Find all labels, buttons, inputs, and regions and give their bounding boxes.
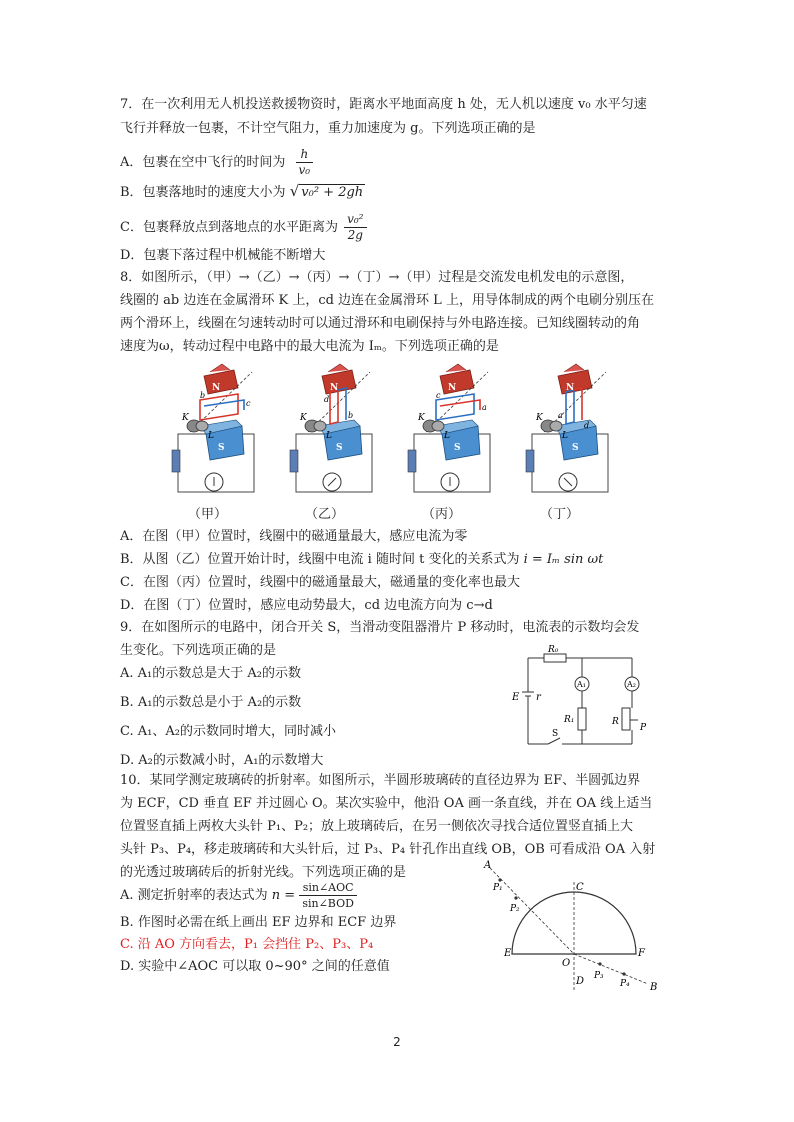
generator-figures — [160, 362, 630, 502]
page-number: 2 — [393, 1035, 401, 1049]
refraction-diagram — [476, 856, 666, 992]
fig4-label-l: L — [562, 431, 568, 441]
fig2-label-s: S — [336, 443, 343, 453]
fig1-label-l: L — [208, 431, 214, 441]
q10-a-lhs: n = — [271, 888, 296, 903]
label-c: C — [576, 882, 584, 893]
label-r0: R₀ — [548, 645, 559, 655]
fig3-label-l: L — [444, 431, 450, 441]
label-d: D — [576, 976, 585, 987]
q10-stem-line5: 的光透过玻璃砖后的折射光线。下列选项正确的是 — [120, 865, 407, 880]
q8-option-b-text: B．从图（乙）位置开始计时，线圈中电流 i 随时间 t 变化的关系式为 — [120, 552, 520, 567]
label-p3: P₃ — [594, 971, 604, 981]
q8-stem-line2: 线圈的 ab 边连在金属滑环 K 上，cd 边连在金属滑环 L 上，用导体制成的两个电刷分别压在 — [120, 293, 654, 308]
q7-stem-line1: 7．在一次利用无人机投送救援物资时，距离水平地面高度 h 处，无人机以速度 v₀ 水平匀速 — [120, 97, 647, 112]
q8-option-c: C．在图（丙）位置时，线圈中的磁通量最大，磁通量的变化率也最大 — [120, 575, 520, 590]
fig1-label-k: K — [182, 413, 189, 423]
label-r1: R₁ — [564, 715, 575, 725]
label-p: P — [640, 723, 647, 733]
fig4-label-d: d — [584, 421, 590, 430]
label-e: E — [504, 948, 512, 959]
caption-bing: （丙） — [422, 507, 462, 522]
q9-stem-line2: 生变化。下列选项正确的是 — [120, 643, 277, 658]
q10-a-numerator: sin∠AOC — [299, 880, 357, 896]
label-e: E — [512, 692, 520, 703]
fig2-label-n: N — [330, 383, 339, 393]
q7-option-d: D．包裹下落过程中机械能不断增大 — [120, 248, 326, 263]
q7-c-denominator: 2g — [347, 228, 363, 242]
q9-option-d: D. A₂的示数减小时，A₁的示数增大 — [120, 753, 324, 768]
q7-option-c-text: C．包裹释放点到落地点的水平距离为 — [120, 220, 338, 235]
fig3-label-s: S — [454, 443, 461, 453]
q10-a-fraction — [299, 880, 357, 911]
label-o: O — [562, 958, 571, 969]
label-p2: P₂ — [510, 904, 520, 914]
q10-option-a — [120, 880, 357, 911]
q7-c-numerator: v₀² — [344, 212, 366, 228]
fig3-label-c: c — [436, 391, 441, 400]
fig3-label-k: K — [418, 413, 425, 423]
q7-option-c — [120, 212, 367, 243]
q7-option-a-text: A．包裹在空中飞行的时间为 — [120, 155, 286, 170]
label-f: F — [638, 948, 645, 959]
caption-jia: （甲） — [188, 507, 228, 522]
q8-stem-line3: 两个滑环上，线圈在匀速转动时可以通过滑环和电刷保持与外电路连接。已知线圈转动的角 — [120, 316, 641, 331]
label-r: r — [536, 692, 541, 703]
q10-option-a-text: A. 测定折射率的表达式为 — [120, 888, 268, 903]
q10-option-b: B. 作图时必需在纸上画出 EF 边界和 ECF 边界 — [120, 915, 397, 930]
q8-stem-line4: 速度为ω，转动过程中电路中的最大电流为 Iₘ。下列选项正确的是 — [120, 339, 499, 354]
q9-option-c: C. A₁、A₂的示数同时增大，同时减小 — [120, 724, 336, 739]
label-r: R — [612, 717, 619, 727]
sqrt-sign-icon: √ — [289, 182, 300, 200]
fig1-label-b: b — [200, 391, 206, 400]
q7-b-expression: v₀² + 2gh — [301, 185, 364, 200]
q8-option-d: D．在图（丁）位置时，感应电动势最大，cd 边电流方向为 c→d — [120, 598, 493, 613]
q8-option-a: A．在图（甲）位置时，线圈中的磁通量最大，感应电流为零 — [120, 529, 468, 544]
generator-figure-3 — [408, 364, 490, 492]
q10-a-denominator: sin∠BOD — [302, 897, 354, 910]
q10-option-c: C. 沿 AO 方向看去，P₁ 会挡住 P₂、P₃、P₄ — [120, 937, 374, 952]
q7-option-b — [120, 182, 365, 202]
fig3-label-a: a — [482, 403, 487, 412]
q7-option-a — [120, 147, 313, 178]
fig2-label-b: b — [348, 411, 354, 420]
label-b: B — [650, 982, 658, 993]
q9-option-a: A. A₁的示数总是大于 A₂的示数 — [120, 666, 301, 681]
ammeter-a2-label: A₂ — [627, 680, 636, 689]
q10-stem-line1: 10．某同学测定玻璃砖的折射率。如图所示，半圆形玻璃砖的直径边界为 EF、半圆弧边界 — [120, 773, 641, 788]
q7-option-b-text: B．包裹落地时的速度大小为 — [120, 185, 286, 200]
q8-option-b — [120, 551, 603, 569]
q9-option-b: B. A₁的示数总是小于 A₂的示数 — [120, 695, 302, 710]
q10-option-d: D. 实验中∠AOC 可以取 0~90° 之间的任意值 — [120, 959, 390, 974]
q7-stem-line2: 飞行并释放一包裹，不计空气阻力，重力加速度为 g。下列选项正确的是 — [120, 121, 536, 136]
q7-a-fraction — [296, 147, 314, 178]
q8-stem-line1: 8．如图所示，（甲）→（乙）→（丙）→（丁）→（甲）过程是交流发电机发电的示意图， — [120, 270, 634, 285]
fig2-label-k: K — [300, 413, 307, 423]
q7-a-numerator: h — [296, 147, 314, 163]
fig4-label-s: S — [572, 443, 579, 453]
label-p1: P₁ — [493, 883, 503, 893]
generator-figure-4 — [526, 364, 608, 492]
label-s: S — [552, 729, 559, 739]
generator-figure-1 — [172, 364, 254, 492]
fig4-label-a: a — [558, 411, 563, 420]
label-a: A — [484, 860, 492, 871]
fig2-label-l: L — [326, 431, 332, 441]
fig1-label-c: c — [246, 399, 251, 408]
fig1-label-n: N — [212, 383, 221, 393]
q10-stem-line2: 为 ECF，CD 垂直 EF 并过圆心 O。某次实验中，他沿 OA 画一条直线，并在 OA 线上适当 — [120, 796, 653, 811]
q8-b-expression: i = Iₘ sin ωt — [523, 552, 604, 567]
caption-yi: （乙） — [305, 507, 345, 522]
q9-stem-line1: 9．在如图所示的电路中，闭合开关 S，当滑动变阻器滑片 P 移动时，电流表的示数均会发 — [120, 620, 640, 635]
circuit-diagram — [506, 645, 666, 752]
generator-figure-2 — [290, 364, 372, 492]
fig1-label-s: S — [218, 443, 225, 453]
label-p4: P₄ — [620, 979, 630, 989]
ammeter-a1-label: A₁ — [577, 680, 586, 689]
fig4-label-n: N — [566, 383, 575, 393]
q10-stem-line4: 头针 P₃、P₄，移走玻璃砖和大头针后，过 P₃、P₄ 针孔作出直线 OB，OB 可看成沿 OA 入射 — [120, 842, 656, 857]
fig3-label-n: N — [448, 383, 457, 393]
q10-stem-line3: 位置竖直插上两枚大头针 P₁、P₂；放上玻璃砖后，在另一侧依次寻找合适位置竖直插上大 — [120, 819, 634, 834]
fig4-label-k: K — [536, 413, 543, 423]
q7-c-fraction — [344, 212, 366, 243]
caption-ding: （丁） — [540, 507, 580, 522]
q7-a-denominator: v₀ — [298, 163, 311, 177]
fig2-label-d: d — [324, 395, 330, 404]
